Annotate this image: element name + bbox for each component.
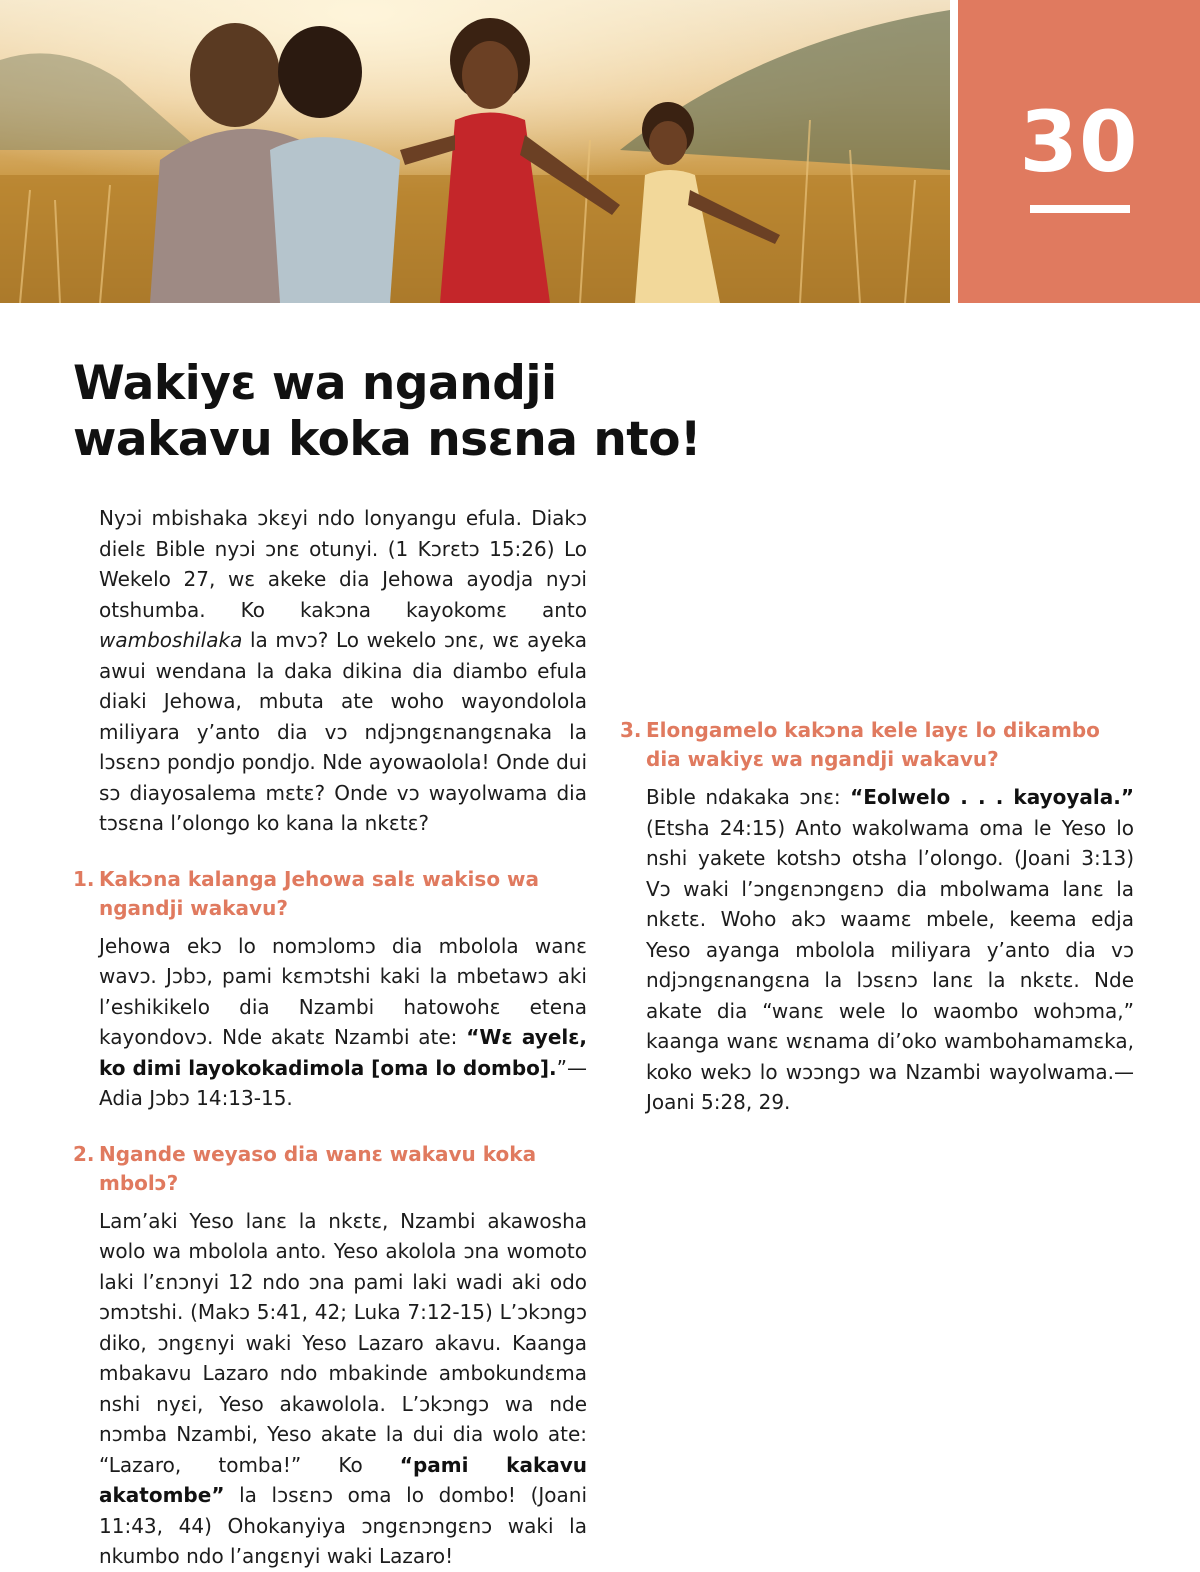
section-3-question-text: Elongamelo kakɔna kele layɛ lo dikambo dia wakiyɛ wa ngandji wakavu? — [646, 718, 1100, 771]
intro-italic: wamboshilaka — [99, 628, 243, 652]
lesson-number: 30 — [1019, 93, 1139, 191]
title-line-1: Wakiyɛ wa ngandji — [73, 356, 557, 411]
section-3-text-2: (Etsha 24:15) Anto wakolwama oma le Yeso lo nshi yakete kotshɔ otsha l’olongo. (Joani 3:13) Vɔ waki l’ɔngɛnɔngɛnɔ dia mbolwama lanɛ la nkɛtɛ. Woho akɔ waamɛ mbele, keema edja Yeso ayanga mbolola miliyara y’anto dia vɔ ndjɔngɛnangɛna la lɔsɛnɔ lanɛ la nkɛtɛ. Nde akate dia “wanɛ wele lo waombo wohɔma,” kaanga wanɛ wɛnama di’oko wambohamamɛka, koko wekɔ lo wɔɔngɔ wa Nzambi wayolwama.—Joani 5:28, 29. — [646, 815, 1134, 1114]
section-2-bold: “pami kakavu akatombe” — [99, 1452, 588, 1507]
section-1-question-text: Kakɔna kalanga Jehowa salɛ wakiso wa ngandji wakavu? — [99, 866, 539, 920]
intro-paragraph — [99, 503, 587, 839]
intro-text-2: la mvɔ? Lo wekelo ɔnɛ, wɛ ayeka awui wendana la daka dikina dia diambo efula diaki Jehowa, mbuta ate woho wayondolola miliyara y’anto dia vɔ ndjɔngɛnangɛnaka la lɔsɛnɔ pondjo pondjo. Nde ayowaolola! Onde dui sɔ diayosalema mɛtɛ? Onde vɔ wayolwama dia tɔsɛna l’olongo ko kana la nkɛtɛ? — [99, 628, 587, 835]
right-column — [620, 700, 1134, 1118]
hero-photo — [0, 0, 950, 303]
section-1-number: 1. — [73, 866, 95, 891]
section-3-paragraph — [646, 782, 1134, 1118]
section-1-text-2: ”—Adia Jɔbɔ 14:13-15. — [99, 1055, 587, 1110]
section-1-text-1: Jehowa ekɔ lo nomɔlomɔ dia mbolola wanɛ wavɔ. Jɔbɔ, pami kɛmɔtshi kaki la mbetawɔ aki l’eshikikelo dia Nzambi hatowohɛ etena kayondovɔ. Nde akatɛ Nzambi ate: — [99, 933, 587, 1049]
section-2-number: 2. — [73, 1141, 95, 1166]
lesson-number-box — [958, 0, 1200, 303]
section-3-bold: “Eolwelo . . . kayoyala.” — [850, 785, 1134, 809]
page-title — [73, 356, 893, 468]
left-column — [73, 503, 587, 1572]
title-line-2: wakavu koka nsɛna nto! — [73, 412, 701, 467]
section-3-number: 3. — [620, 718, 642, 742]
section-1-bold: “Wɛ ayelɛ, ko dimi layokokadimola [oma lo dombo]. — [99, 1025, 587, 1080]
section-1-question — [73, 865, 587, 923]
section-2-paragraph — [99, 1206, 587, 1572]
family-field-illustration — [0, 0, 950, 303]
intro-text-1: Nyɔi mbishaka ɔkɛyi ndo lonyangu efula. Diakɔ dielɛ Bible nyɔi ɔnɛ otunyi. (1 Kɔrɛtɔ 15:26) Lo Wekelo 27, wɛ akeke dia Jehowa ayodja nyɔi otshumba. Ko kakɔna kayokomɛ anto — [99, 506, 587, 622]
section-3-question — [620, 716, 1134, 774]
section-2-text-1: Lam’aki Yeso lanɛ la nkɛtɛ, Nzambi akawosha wolo wa mbolola anto. Yeso akolola ɔna womoto laki l’ɛnɔnyi 12 ndo ɔna pami laki wadi aki odo ɔmɔtshi. (Makɔ 5:41, 42; Luka 7:12-15) L’ɔkɔngɔ diko, ɔngɛnyi waki Yeso Lazaro akavu. Kaanga mbakavu Lazaro ndo mbakinde ambokundɛma nshi nyɛi, Yeso akawolola. L’ɔkɔngɔ wa nde nɔmba Nzambi, Yeso akate la dui dia wolo ate: “Lazaro, tomba!” Ko — [99, 1208, 587, 1477]
section-2-question — [73, 1140, 587, 1198]
section-2-text-2: la lɔsɛnɔ oma lo dombo! (Joani 11:43, 44) Ohokanyiya ɔngɛnɔngɛnɔ waki la nkumbo ndo l’angɛnyi waki Lazaro! — [99, 1483, 587, 1568]
lesson-number-underline — [1030, 205, 1130, 213]
section-3-text-1: Bible ndakaka ɔnɛ: — [646, 785, 851, 809]
section-2-question-text: Ngande weyaso dia wanɛ wakavu koka mbolɔ? — [99, 1141, 537, 1195]
section-1-paragraph — [99, 931, 587, 1114]
